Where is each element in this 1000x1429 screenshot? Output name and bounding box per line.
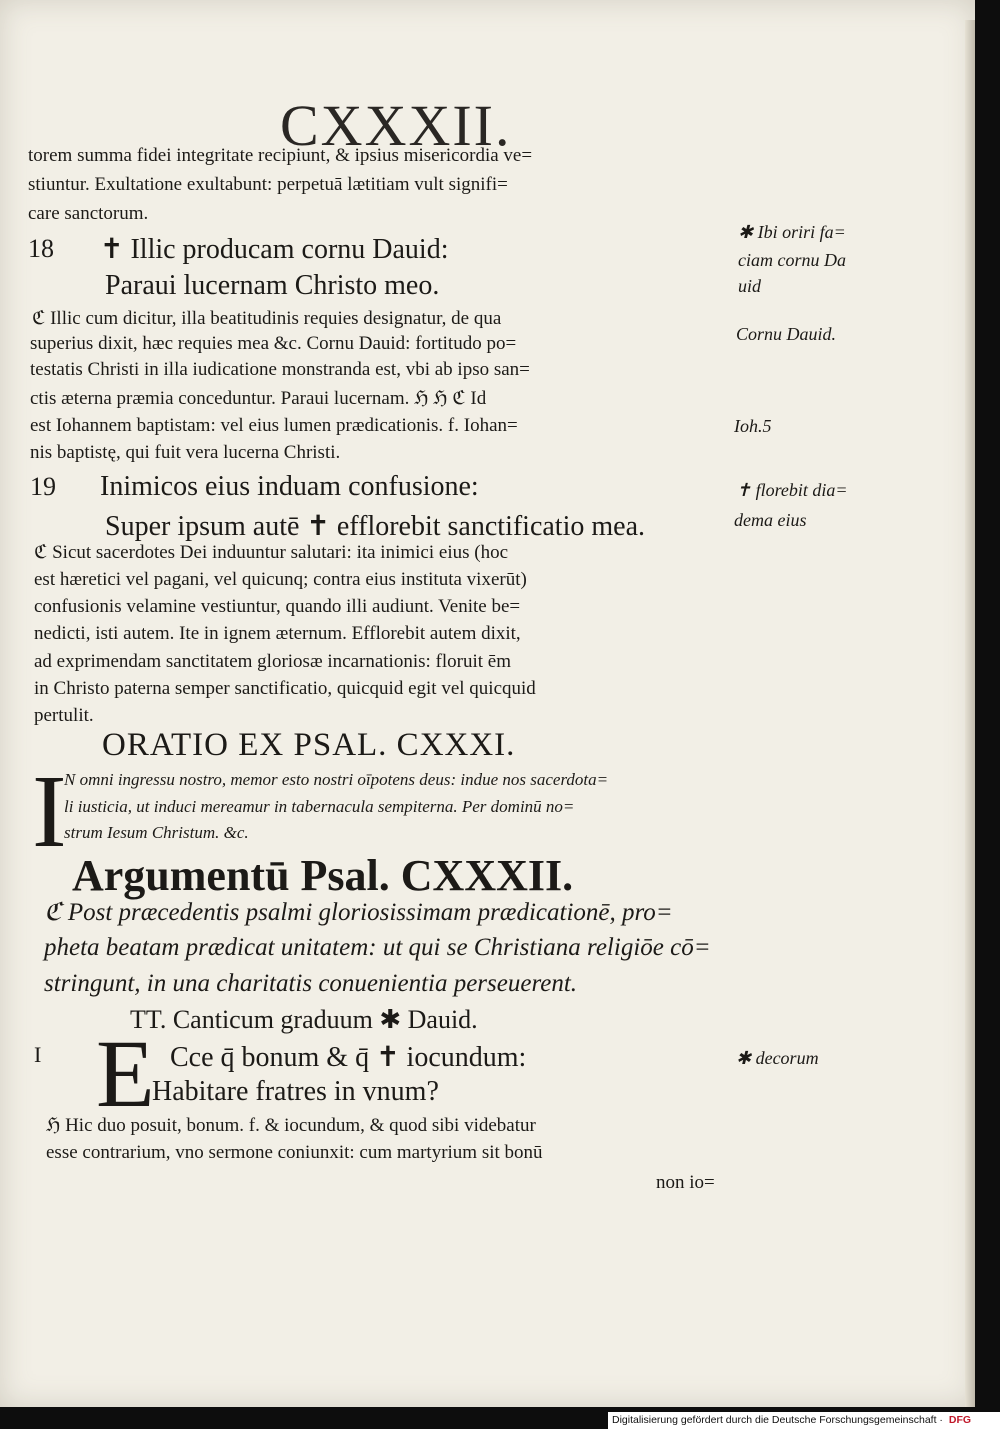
margin-note: ✱ Ibi oriri fa= [738, 222, 846, 242]
margin-note: uid [738, 276, 762, 296]
drop-initial: E [96, 1020, 155, 1127]
comment-line: nis baptistę, qui fuit vera lucerna Christi. [30, 442, 341, 463]
page-header: CXXXII. [280, 93, 512, 158]
page-edge [965, 20, 975, 1407]
oratio-line: li iusticia, ut induci mereamur in tabernacula sempiterna. Per dominū no= [64, 797, 575, 816]
verse-line: Cce q̄ bonum & q̄ ✝ iocundum: [170, 1042, 527, 1073]
margin-note: Cornu Dauid. [736, 324, 837, 344]
comment-line: confusionis velamine vestiuntur, quando illi audiunt. Venite be= [34, 596, 521, 617]
digitization-footer: Digitalisierung gefördert durch die Deutsche Forschungsgemeinschaft · DFG [608, 1412, 1000, 1429]
verse-line: Super ipsum autē ✝ efflorebit sanctificatio mea. [105, 511, 645, 542]
verse-number: 19 [30, 472, 56, 501]
argument-line: pheta beatam prædicat unitatem: ut qui se Christiana religiōe cō= [44, 934, 711, 961]
text-line: stiuntur. Exultatione exultabunt: perpetuā lætitiam vult signifi= [28, 174, 508, 195]
comment-line: nedicti, isti autem. Ite in ignem æternum. Efflorebit autem dixit, [34, 623, 521, 644]
margin-note: ciam cornu Da [738, 250, 846, 270]
margin-note: dema eius [734, 510, 807, 530]
margin-note: ✝ florebit dia= [736, 480, 848, 500]
comment-line: ad exprimendam sanctitatem gloriosæ incarnationis: floruit ēm [34, 651, 511, 672]
comment-line: est hæretici vel pagani, vel quicunq; contra eius instituta vixerūt) [34, 569, 527, 590]
dfg-logo: DFG [948, 1414, 972, 1426]
margin-note: Ioh.5 [734, 416, 772, 436]
comment-line: in Christo paterna semper sanctificatio, quicquid egit vel quicquid [34, 678, 536, 699]
margin-note: ✱ decorum [736, 1048, 819, 1068]
canticum-title: TT. Canticum graduum ✱ Dauid. [130, 1005, 478, 1034]
argument-line: stringunt, in una charitatis conuenientia perseuerent. [44, 970, 578, 997]
comment-line: superius dixit, hæc requies mea &c. Cornu Dauid: fortitudo po= [30, 333, 517, 354]
comment-line: esse contrarium, vno sermone coniunxit: cum martyrium sit bonū [46, 1142, 543, 1163]
comment-line: ℭ Sicut sacerdotes Dei induuntur salutari: ita inimici eius (hoc [34, 542, 508, 563]
drop-initial: I [32, 754, 67, 869]
text-line: torem summa fidei integritate recipiunt, & ipsius misericordia ve= [28, 145, 533, 166]
comment-line: ℌ Hic duo posuit, bonum. f. & iocundum, & quod sibi videbatur [46, 1115, 536, 1136]
comment-line: est Iohannem baptistam: vel eius lumen prædicationis. f. Iohan= [30, 415, 518, 436]
verse-line: Habitare fratres in vnum? [152, 1076, 439, 1107]
text-line: care sanctorum. [28, 203, 149, 224]
argument-title: Argumentū Psal. CXXXII. [72, 851, 574, 900]
comment-line: ctis æterna præmia conceduntur. Paraui lucernam. ℌ ℌ ℭ Id [30, 388, 487, 409]
catchword: non io= [656, 1172, 715, 1193]
oratio-title: ORATIO EX PSAL. CXXXI. [102, 727, 516, 763]
comment-line: ℭ Illic cum dicitur, illa beatitudinis requies designatur, de qua [32, 308, 502, 329]
verse-line: Inimicos eius induam confusione: [100, 471, 479, 502]
comment-line: testatis Christi in illa iudicatione monstranda est, vbi ab ipso san= [30, 359, 530, 380]
footer-text: Digitalisierung gefördert durch die Deutsche Forschungsgemeinschaft [612, 1414, 937, 1426]
oratio-line: strum Iesum Christum. &c. [64, 823, 249, 842]
verse-number: 18 [28, 234, 54, 263]
argument-line: ℭ Post præcedentis psalmi gloriosissimam prædicationē, pro= [44, 899, 673, 926]
verse-line: ✝ Illic producam cornu Dauid: [100, 234, 449, 265]
verse-line: Paraui lucernam Christo meo. [105, 270, 440, 301]
verse-number: I [34, 1042, 42, 1067]
oratio-line: N omni ingressu nostro, memor esto nostri oīpotens deus: indue nos sacerdota= [64, 770, 609, 789]
comment-line: pertulit. [34, 705, 94, 726]
